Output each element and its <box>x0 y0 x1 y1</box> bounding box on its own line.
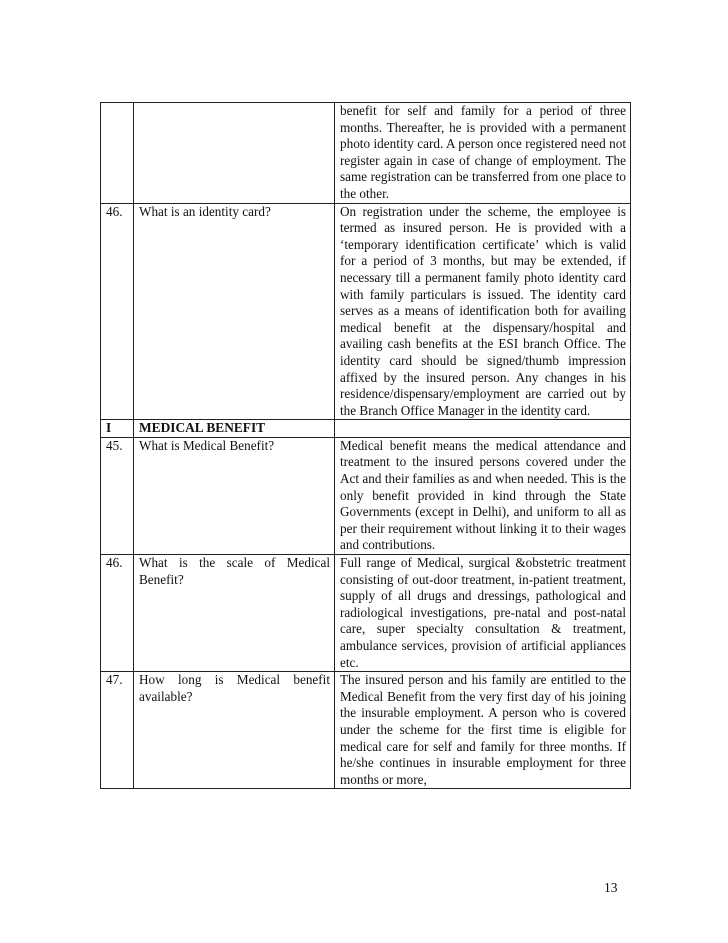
row-question: What is an identity card? <box>134 203 335 420</box>
table-row <box>101 555 631 672</box>
row-answer: Full range of Medical, surgical &obstetric treatment consisting of out-door treatment, in-patient treatment, supply of all drugs and dressings, pathological and radiological investigations, pre-natal and post-natal care, super specialty consultation & treatment, ambulance services, provision of artificial appliances etc. <box>335 555 631 672</box>
table-row <box>101 437 631 554</box>
row-question: What is the scale of Medical Benefit? <box>134 555 335 672</box>
row-number: 45. <box>101 437 134 554</box>
row-answer: On registration under the scheme, the employee is termed as insured person. He is provided with a ‘temporary identification certificate’ which is valid for a period of 3 months, but may be extended, if necessary till a permanent family photo identity card with family particulars is issued. The identity card serves as a means of identification both for availing medical benefit at the dispensary/hospital and availing cash benefits at the ESI branch Office. The identity card should be signed/thumb impression affixed by the insured person. Any changes in his residence/dispensary/employment are carried out by the Branch Office Manager in the identity card. <box>335 203 631 420</box>
section-number: I <box>101 420 134 438</box>
row-number: 46. <box>101 555 134 672</box>
row-number <box>101 103 134 204</box>
row-number: 47. <box>101 672 134 789</box>
row-answer: benefit for self and family for a period of three months. Thereafter, he is provided with a permanent photo identity card. A person once registered need not register again in case of change of employment. The same registration can be transferred from one place to the other. <box>335 103 631 204</box>
table-row <box>101 672 631 789</box>
table-row <box>101 103 631 204</box>
section-empty-cell <box>335 420 631 438</box>
section-title: MEDICAL BENEFIT <box>134 420 335 438</box>
row-answer: The insured person and his family are entitled to the Medical Benefit from the very first day of his joining the insurable employment. A person who is covered under the scheme for the first time is eligible for medical care for self and family for three months. If he/she continues in insurable employment for three months or more, <box>335 672 631 789</box>
row-question: How long is Medical benefit available? <box>134 672 335 789</box>
table-row <box>101 203 631 420</box>
row-answer: Medical benefit means the medical attendance and treatment to the insured persons covered under the Act and their families as and when needed. This is the only benefit provided in kind through the State Governments (except in Delhi), and uniform to all as per their requirement without linking it to their wages and contributions. <box>335 437 631 554</box>
faq-table <box>100 102 631 789</box>
row-number: 46. <box>101 203 134 420</box>
section-header-row <box>101 420 631 438</box>
row-question <box>134 103 335 204</box>
page-number: 13 <box>604 880 618 895</box>
row-question: What is Medical Benefit? <box>134 437 335 554</box>
